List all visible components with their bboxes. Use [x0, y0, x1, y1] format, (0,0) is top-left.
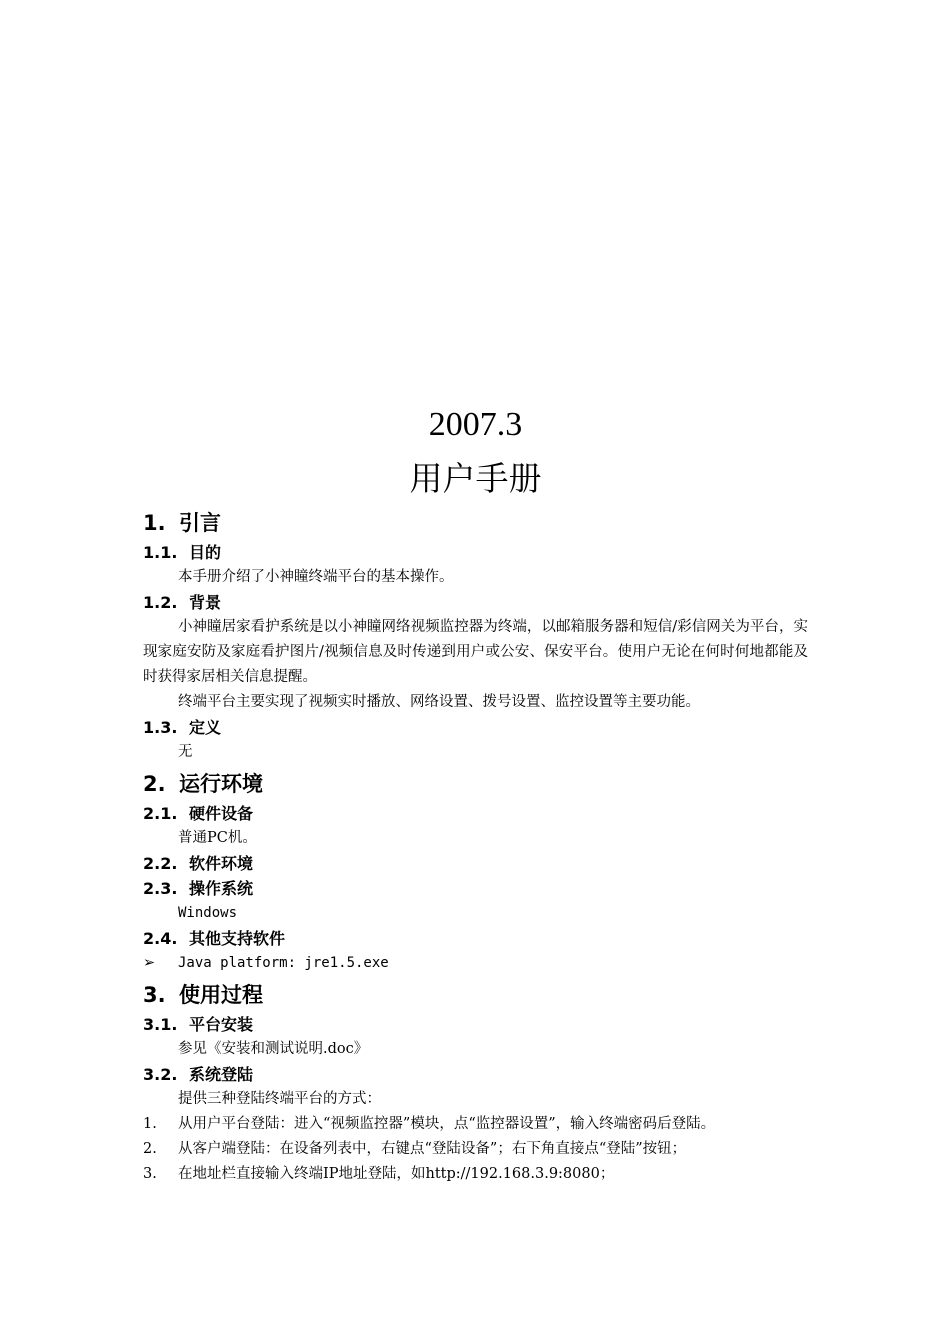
subsection-heading-3-1	[143, 1012, 808, 1037]
list-item	[143, 1137, 808, 1162]
subsection-number: 3.2.	[143, 1065, 178, 1084]
section-heading-2	[143, 767, 808, 801]
subsection-heading-1-3	[143, 715, 808, 740]
subsection-title: 背景	[189, 593, 222, 612]
subsection-title: 目的	[189, 543, 222, 562]
subsection-title: 其他支持软件	[189, 929, 286, 948]
section-title: 运行环境	[179, 772, 263, 796]
list-item-text: 在地址栏直接输入终端IP地址登陆，如http://192.168.3.9:8080；	[178, 1166, 615, 1182]
paragraph-os: Windows	[178, 905, 238, 921]
subsection-number: 2.2.	[143, 854, 178, 873]
subsection-title: 软件环境	[189, 854, 254, 873]
section-title: 使用过程	[179, 983, 263, 1007]
paragraph-background-2: 终端平台主要实现了视频实时播放、网络设置、拨号设置、监控设置等主要功能。	[178, 694, 700, 710]
subsection-number: 1.2.	[143, 593, 178, 612]
subsection-heading-2-2	[143, 851, 808, 876]
paragraph-definition: 无	[178, 744, 193, 760]
paragraph-login-intro: 提供三种登陆终端平台的方式：	[178, 1091, 381, 1107]
list-item-text: 从用户平台登陆：进入“视频监控器”模块，点“监控器设置”，输入终端密码后登陆。	[178, 1116, 716, 1132]
arrow-bullet-icon: ➢	[143, 955, 156, 971]
subsection-heading-2-4	[143, 926, 808, 951]
bullet-item-java	[143, 951, 808, 976]
paragraph-purpose: 本手册介绍了小神瞳终端平台的基本操作。	[178, 569, 454, 585]
section-heading-1	[143, 506, 808, 540]
subsection-heading-2-3	[143, 876, 808, 901]
list-item-number: 3.	[143, 1166, 157, 1182]
subsection-title: 平台安装	[189, 1015, 254, 1034]
subsection-number: 2.3.	[143, 879, 178, 898]
bullet-text: Java platform: jre1.5.exe	[178, 955, 389, 971]
subsection-heading-3-2	[143, 1062, 808, 1087]
subsection-number: 3.1.	[143, 1015, 178, 1034]
section-number: 3.	[143, 983, 166, 1007]
subsection-heading-1-1	[143, 540, 808, 565]
document-title: 用户手册	[409, 459, 542, 498]
list-item-text: 从客户端登陆：在设备列表中，右键点“登陆设备”；右下角直接点“登陆”按钮；	[178, 1141, 687, 1157]
section-number: 2.	[143, 772, 166, 796]
subsection-title: 操作系统	[189, 879, 254, 898]
subsection-title: 定义	[189, 718, 222, 737]
list-item-number: 2.	[143, 1141, 157, 1157]
section-title: 引言	[179, 511, 221, 535]
subsection-number: 1.1.	[143, 543, 178, 562]
paragraph-hardware: 普通PC机。	[178, 830, 257, 846]
section-number: 1.	[143, 511, 166, 535]
subsection-number: 2.1.	[143, 804, 178, 823]
paragraph-background-1: 小神瞳居家看护系统是以小神瞳网络视频监控器为终端，以邮箱服务器和短信/彩信网关为平台，实现家庭安防及家庭看护图片/视频信息及时传递到用户或公安、保安平台。使用户无论在何时何地都能及时获得家居相关信息提醒。	[143, 619, 808, 685]
subsection-number: 2.4.	[143, 929, 178, 948]
list-item	[143, 1112, 808, 1137]
paragraph-install: 参见《安装和测试说明.doc》	[178, 1041, 369, 1057]
document-date: 2007.3	[428, 406, 523, 443]
subsection-heading-1-2	[143, 590, 808, 615]
document-content	[143, 400, 808, 1187]
list-item-number: 1.	[143, 1116, 157, 1132]
list-item	[143, 1162, 808, 1187]
subsection-heading-2-1	[143, 801, 808, 826]
subsection-number: 1.3.	[143, 718, 178, 737]
subsection-title: 硬件设备	[189, 804, 254, 823]
subsection-title: 系统登陆	[189, 1065, 254, 1084]
section-heading-3	[143, 978, 808, 1012]
